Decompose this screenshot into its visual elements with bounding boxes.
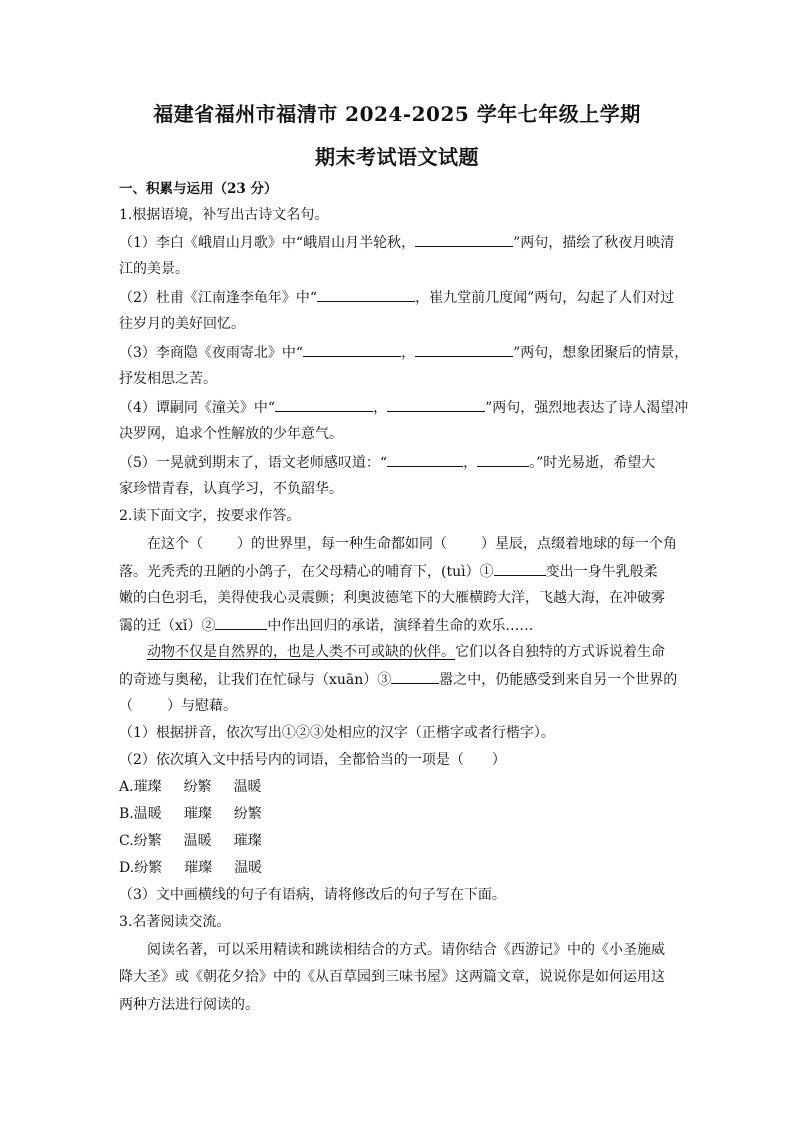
q2-option-c[interactable] — [119, 832, 262, 850]
section-heading: 一、积累与运用（23 分） — [119, 181, 278, 197]
q2-sub2: （2）依次填入文中括号内的词语，全都恰当的一项是（ ） — [119, 752, 506, 768]
exam-title-line2: 期末考试语文试题 — [315, 145, 479, 169]
option-word: 璀璨 — [183, 806, 212, 822]
q2-sub3: （3）文中画横线的句子有语病，请将修改后的句子写在下面。 — [119, 887, 506, 903]
q2-p4-text-a: 霭的迁（xǐ）② — [119, 618, 216, 634]
q2-underlined-sentence: 动物不仅是自然界的，也是人类不可或缺的伙伴。 — [147, 644, 455, 660]
q1-item2-blank[interactable] — [317, 288, 415, 302]
q1-item2-text-a: （2）杜甫《江南逢李龟年》中“ — [119, 290, 318, 306]
q2-blank-2[interactable] — [215, 616, 267, 630]
q1-item3-cont: 抒发相思之苦。 — [119, 371, 217, 387]
q2-p2-text-a: 落。光秃秃的丑陋的小鸽子，在父母精心的哺育下，(tuì）① — [119, 564, 494, 580]
q1-item2-text-b: ，崔九堂前几度闻”两句，勾起了人们对过 — [415, 290, 675, 306]
q1-item4-text-a: （4）谭嗣同《潼关》中“ — [119, 400, 276, 416]
q2-p1-text-c: ）星辰，点缀着地球的每一个角 — [481, 536, 677, 552]
option-word: 璀璨 — [184, 860, 213, 876]
q2-stem: 2.读下面文字，按要求作答。 — [119, 508, 301, 524]
q3-para-line3: 两种方法进行阅读的。 — [119, 997, 259, 1013]
q1-item5 — [119, 453, 655, 472]
q1-item3-comma: ， — [401, 345, 416, 361]
option-word: 纷繁 — [133, 833, 162, 849]
q2-para-line5 — [147, 643, 665, 661]
q1-item2-cont: 往岁月的美好回忆。 — [119, 316, 245, 332]
q1-item4 — [119, 398, 688, 417]
q1-item4-comma: ， — [373, 400, 388, 416]
q1-item1-text-a: （1）李白《峨眉山月歌》中“峨眉山月半轮秋， — [119, 235, 416, 251]
exam-title-line1: 福建省福州市福清市 2024-2025 学年七年级上学期 — [153, 102, 641, 126]
q1-stem: 1.根据语境，补写出古诗文名句。 — [119, 207, 329, 223]
option-label: B. — [119, 806, 134, 822]
q2-p2-text-b: 变出一身牛乳般柔 — [545, 564, 658, 580]
q1-item4-text-c: ”两句，强烈地表达了诗人渴望冲 — [485, 400, 689, 416]
q1-item5-text-a: （5）一晃就到期末了，语文老师感叹道：“ — [119, 455, 388, 471]
q2-para-line6 — [119, 670, 677, 689]
q1-item3-text-a: （3）李商隐《夜雨寄北》中“ — [119, 345, 304, 361]
q1-item2 — [119, 288, 674, 307]
option-word: 温暖 — [234, 860, 263, 876]
option-label: A. — [119, 779, 134, 795]
q1-item5-text-c: 。”时光易逝，希望大 — [529, 455, 656, 471]
q2-option-d[interactable] — [119, 859, 262, 877]
q2-option-a[interactable] — [119, 778, 262, 796]
q3-stem: 3.名著阅读交流。 — [119, 914, 231, 930]
q1-item5-comma: ， — [463, 455, 478, 471]
option-word: 纷繁 — [233, 806, 262, 822]
q2-p4-text-b: 中作出回归的承诺，演绎着生命的欢乐…… — [267, 618, 534, 634]
q2-para-line2 — [119, 562, 658, 581]
option-word: 璀璨 — [133, 779, 162, 795]
q2-p1-text-a: 在这个（ — [147, 536, 203, 552]
option-word: 温暖 — [133, 806, 162, 822]
q2-para-line4 — [119, 616, 533, 635]
q2-p5-text-b: 它们以各自独特的方式诉说着生命 — [455, 644, 665, 660]
q1-item1-text-b: ”两句，描绘了秋夜月映清 — [513, 235, 675, 251]
q2-p7-text-b: ）与慰藉。 — [167, 698, 237, 714]
q2-p7-text-a: （ — [119, 698, 133, 714]
q3-para-line1: 阅读名著，可以采用精读和跳读相结合的方式。请你结合《西游记》中的《小圣施威 — [147, 942, 665, 958]
q2-blank-1[interactable] — [494, 562, 546, 576]
q1-item1 — [119, 233, 674, 252]
q1-item5-blank1[interactable] — [387, 453, 463, 467]
q1-item5-cont: 家珍惜青春，认真学习，不负韶华。 — [119, 481, 343, 497]
q1-item1-cont: 江的美景。 — [119, 261, 189, 277]
q1-item4-blank2[interactable] — [387, 398, 485, 412]
q1-item3-blank2[interactable] — [415, 343, 513, 357]
q2-sub1: （1）根据拼音，依次写出①②③处相应的汉字（正楷字或者行楷字）。 — [119, 725, 555, 741]
q1-item3 — [119, 343, 688, 362]
option-word: 璀璨 — [233, 833, 262, 849]
q3-para-line2: 降大圣》或《朝花夕拾》中的《从百草园到三味书屋》这两篇文章，说说你是如何运用这 — [119, 969, 665, 985]
q2-p1-text-b: ）的世界里，每一种生命都如同（ — [237, 536, 447, 552]
option-word: 温暖 — [233, 779, 262, 795]
q2-option-b[interactable] — [119, 805, 262, 823]
option-label: C. — [119, 833, 134, 849]
q1-item4-blank1[interactable] — [275, 398, 373, 412]
q1-item3-text-c: ”两句，想象团聚后的情景， — [513, 345, 689, 361]
q1-item1-blank[interactable] — [415, 233, 513, 247]
q2-blank-3[interactable] — [391, 670, 439, 684]
q2-p6-text-a: 的奇迹与奥秘，让我们在忙碌与（xuān）③ — [119, 672, 392, 688]
q2-p6-text-b: 嚣之中，仍能感受到来自另一个世界的 — [439, 672, 678, 688]
option-word: 纷繁 — [134, 860, 163, 876]
q2-para-line3: 嫩的白色羽毛，美得使我心灵震颤；利奥波德笔下的大雁横跨大洋，飞越大海，在冲破雾 — [119, 590, 665, 606]
q1-item5-blank2[interactable] — [477, 453, 529, 467]
q2-para-line1 — [147, 535, 677, 553]
q2-para-line7 — [119, 697, 237, 715]
option-word: 温暖 — [183, 833, 212, 849]
option-word: 纷繁 — [183, 779, 212, 795]
q1-item4-cont: 决罗网，追求个性解放的少年意气。 — [119, 426, 343, 442]
option-label: D. — [119, 860, 135, 876]
q1-item3-blank1[interactable] — [303, 343, 401, 357]
